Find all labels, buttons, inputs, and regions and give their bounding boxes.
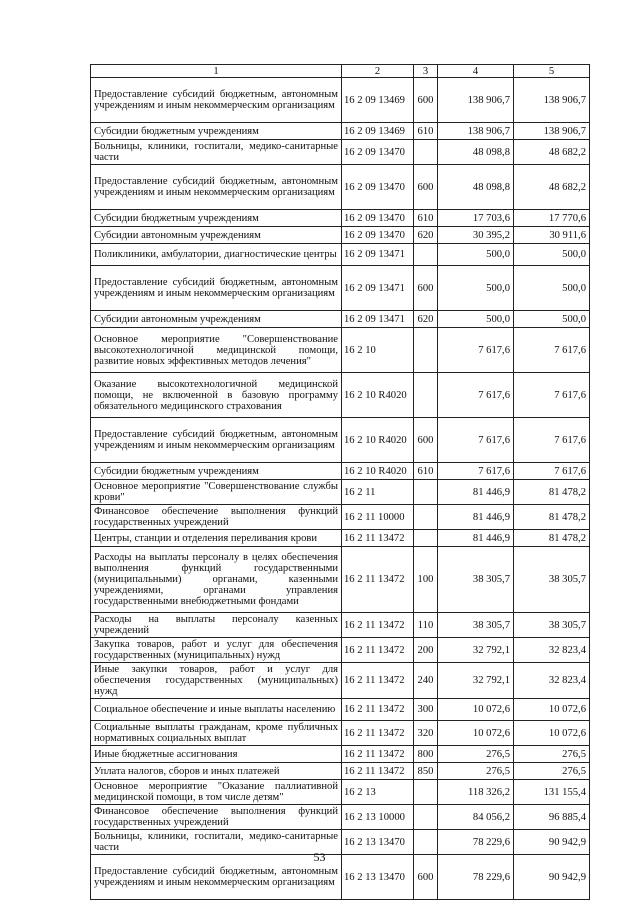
row-value-2-cell: 276,5: [514, 763, 590, 780]
table-row: [91, 638, 590, 663]
row-type-cell: 620: [414, 227, 438, 244]
row-type-cell: 610: [414, 123, 438, 140]
row-value-2-cell: 90 942,9: [514, 830, 590, 855]
row-name-cell: Расходы на выплаты персоналу в целях обеспечения выполнения функций государственными (муниципальными) органами, казенными учреждениями, органами управления государственными внебюджетными фондами: [91, 547, 342, 613]
row-value-2-cell: 138 906,7: [514, 78, 590, 123]
row-name-cell: Финансовое обеспечение выполнения функций государственных учреждений: [91, 505, 342, 530]
row-value-2-cell: 131 155,4: [514, 780, 590, 805]
row-value-1-cell: 32 792,1: [438, 663, 514, 699]
table-row: [91, 227, 590, 244]
row-code-cell: 16 2 09 13470: [342, 227, 414, 244]
row-value-1-cell: 48 098,8: [438, 165, 514, 210]
row-name-cell: Основное мероприятие "Совершенствование службы крови": [91, 480, 342, 505]
row-code-cell: 16 2 11 13472: [342, 699, 414, 721]
row-code-cell: 16 2 09 13469: [342, 123, 414, 140]
row-value-1-cell: 7 617,6: [438, 373, 514, 418]
row-value-2-cell: 30 911,6: [514, 227, 590, 244]
row-value-1-cell: 10 072,6: [438, 699, 514, 721]
table-row: [91, 373, 590, 418]
row-type-cell: [414, 244, 438, 266]
row-value-2-cell: 96 885,4: [514, 805, 590, 830]
row-type-cell: 600: [414, 78, 438, 123]
row-value-2-cell: 500,0: [514, 244, 590, 266]
row-code-cell: 16 2 11 13472: [342, 638, 414, 663]
row-value-1-cell: 81 446,9: [438, 530, 514, 547]
table-row: [91, 140, 590, 165]
row-code-cell: 16 2 11 13472: [342, 663, 414, 699]
row-code-cell: 16 2 11: [342, 480, 414, 505]
row-code-cell: 16 2 13 13470: [342, 855, 414, 900]
row-type-cell: 850: [414, 763, 438, 780]
row-name-cell: Больницы, клиники, госпитали, медико-санитарные части: [91, 830, 342, 855]
row-value-2-cell: 276,5: [514, 746, 590, 763]
row-value-2-cell: 500,0: [514, 266, 590, 311]
row-value-2-cell: 10 072,6: [514, 699, 590, 721]
row-type-cell: 320: [414, 721, 438, 746]
row-name-cell: Закупка товаров, работ и услуг для обеспечения государственных (муниципальных) нужд: [91, 638, 342, 663]
row-value-2-cell: 7 617,6: [514, 418, 590, 463]
row-name-cell: Предоставление субсидий бюджетным, автономным учреждениям и иным некоммерческим организациям: [91, 266, 342, 311]
row-name-cell: Иные бюджетные ассигнования: [91, 746, 342, 763]
row-code-cell: 16 2 11 13472: [342, 746, 414, 763]
column-header-5: 5: [514, 65, 590, 78]
row-name-cell: Предоставление субсидий бюджетным, автономным учреждениям и иным некоммерческим организациям: [91, 165, 342, 210]
row-type-cell: 800: [414, 746, 438, 763]
page-number: 53: [313, 850, 326, 864]
row-code-cell: 16 2 09 13471: [342, 266, 414, 311]
row-value-1-cell: 78 229,6: [438, 855, 514, 900]
row-name-cell: Центры, станции и отделения переливания крови: [91, 530, 342, 547]
table-row: [91, 530, 590, 547]
row-name-cell: Финансовое обеспечение выполнения функций государственных учреждений: [91, 805, 342, 830]
row-name-cell: Субсидии автономным учреждениям: [91, 227, 342, 244]
row-type-cell: 600: [414, 418, 438, 463]
row-name-cell: Оказание высокотехнологичной медицинской помощи, не включенной в базовую программу обязательного медицинского страхования: [91, 373, 342, 418]
row-name-cell: Социальное обеспечение и иные выплаты населению: [91, 699, 342, 721]
row-name-cell: Основное мероприятие "Оказание паллиативной медицинской помощи, в том числе детям": [91, 780, 342, 805]
row-code-cell: 16 2 10: [342, 328, 414, 373]
row-code-cell: 16 2 10 R4020: [342, 373, 414, 418]
column-header-1: 1: [91, 65, 342, 78]
column-header-4: 4: [438, 65, 514, 78]
row-code-cell: 16 2 09 13469: [342, 78, 414, 123]
row-code-cell: 16 2 13 10000: [342, 805, 414, 830]
row-value-1-cell: 78 229,6: [438, 830, 514, 855]
row-value-1-cell: 276,5: [438, 763, 514, 780]
table-row: [91, 244, 590, 266]
column-header-2: 2: [342, 65, 414, 78]
row-code-cell: 16 2 11 13472: [342, 763, 414, 780]
row-value-2-cell: 81 478,2: [514, 480, 590, 505]
row-type-cell: [414, 780, 438, 805]
table-row: [91, 805, 590, 830]
row-name-cell: Иные закупки товаров, работ и услуг для обеспечения государственных (муниципальных) нужд: [91, 663, 342, 699]
row-type-cell: [414, 530, 438, 547]
row-type-cell: 600: [414, 266, 438, 311]
table-row: [91, 418, 590, 463]
row-code-cell: 16 2 11 13472: [342, 547, 414, 613]
table-row: [91, 699, 590, 721]
row-value-2-cell: 38 305,7: [514, 613, 590, 638]
row-value-2-cell: 138 906,7: [514, 123, 590, 140]
row-code-cell: 16 2 11 13472: [342, 530, 414, 547]
row-code-cell: 16 2 10 R4020: [342, 463, 414, 480]
table-row: [91, 763, 590, 780]
row-code-cell: 16 2 09 13470: [342, 165, 414, 210]
table-row: [91, 547, 590, 613]
table-row: [91, 613, 590, 638]
row-value-1-cell: 81 446,9: [438, 480, 514, 505]
row-type-cell: 100: [414, 547, 438, 613]
row-type-cell: [414, 480, 438, 505]
row-value-2-cell: 32 823,4: [514, 638, 590, 663]
row-value-1-cell: 276,5: [438, 746, 514, 763]
row-name-cell: Предоставление субсидий бюджетным, автономным учреждениям и иным некоммерческим организациям: [91, 78, 342, 123]
table-row: [91, 463, 590, 480]
row-name-cell: Субсидии бюджетным учреждениям: [91, 123, 342, 140]
row-code-cell: 16 2 13 13470: [342, 830, 414, 855]
row-value-1-cell: 118 326,2: [438, 780, 514, 805]
row-code-cell: 16 2 13: [342, 780, 414, 805]
row-value-2-cell: 90 942,9: [514, 855, 590, 900]
row-type-cell: 600: [414, 165, 438, 210]
row-value-2-cell: 48 682,2: [514, 140, 590, 165]
row-value-1-cell: 7 617,6: [438, 328, 514, 373]
row-value-2-cell: 32 823,4: [514, 663, 590, 699]
row-code-cell: 16 2 11 10000: [342, 505, 414, 530]
table-row: [91, 266, 590, 311]
row-value-2-cell: 7 617,6: [514, 373, 590, 418]
row-value-1-cell: 38 305,7: [438, 547, 514, 613]
row-code-cell: 16 2 09 13470: [342, 140, 414, 165]
row-type-cell: 110: [414, 613, 438, 638]
row-value-2-cell: 38 305,7: [514, 547, 590, 613]
row-name-cell: Расходы на выплаты персоналу казенных учреждений: [91, 613, 342, 638]
row-value-1-cell: 84 056,2: [438, 805, 514, 830]
row-type-cell: [414, 373, 438, 418]
column-header-3: 3: [414, 65, 438, 78]
row-type-cell: 240: [414, 663, 438, 699]
row-name-cell: Основное мероприятие "Совершенствование высокотехнологичной медицинской помощи, развитие новых эффективных методов лечения": [91, 328, 342, 373]
row-name-cell: Уплата налогов, сборов и иных платежей: [91, 763, 342, 780]
row-value-1-cell: 138 906,7: [438, 123, 514, 140]
row-type-cell: 600: [414, 855, 438, 900]
row-type-cell: [414, 328, 438, 373]
table-row: [91, 480, 590, 505]
row-type-cell: 300: [414, 699, 438, 721]
budget-table: [90, 64, 590, 900]
table-row: [91, 505, 590, 530]
row-value-2-cell: 17 770,6: [514, 210, 590, 227]
row-value-1-cell: 500,0: [438, 266, 514, 311]
row-type-cell: [414, 140, 438, 165]
table-row: [91, 311, 590, 328]
row-type-cell: 610: [414, 463, 438, 480]
row-value-1-cell: 500,0: [438, 311, 514, 328]
row-type-cell: [414, 505, 438, 530]
table-row: [91, 328, 590, 373]
table-row: [91, 210, 590, 227]
column-header-row: [91, 65, 590, 78]
row-name-cell: Поликлиники, амбулатории, диагностические центры: [91, 244, 342, 266]
row-code-cell: 16 2 09 13471: [342, 244, 414, 266]
row-value-1-cell: 10 072,6: [438, 721, 514, 746]
row-value-1-cell: 17 703,6: [438, 210, 514, 227]
table-row: [91, 746, 590, 763]
row-value-1-cell: 32 792,1: [438, 638, 514, 663]
table-row: [91, 721, 590, 746]
row-value-2-cell: 10 072,6: [514, 721, 590, 746]
row-value-2-cell: 7 617,6: [514, 328, 590, 373]
row-type-cell: 610: [414, 210, 438, 227]
row-type-cell: 620: [414, 311, 438, 328]
row-value-1-cell: 138 906,7: [438, 78, 514, 123]
table-row: [91, 663, 590, 699]
row-value-2-cell: 81 478,2: [514, 530, 590, 547]
row-name-cell: Предоставление субсидий бюджетным, автономным учреждениям и иным некоммерческим организациям: [91, 418, 342, 463]
row-value-1-cell: 38 305,7: [438, 613, 514, 638]
row-name-cell: Субсидии бюджетным учреждениям: [91, 210, 342, 227]
row-value-2-cell: 81 478,2: [514, 505, 590, 530]
row-code-cell: 16 2 09 13471: [342, 311, 414, 328]
table-row: [91, 165, 590, 210]
row-name-cell: Предоставление субсидий бюджетным, автономным учреждениям и иным некоммерческим организациям: [91, 855, 342, 900]
row-value-2-cell: 48 682,2: [514, 165, 590, 210]
row-value-1-cell: 48 098,8: [438, 140, 514, 165]
row-value-1-cell: 7 617,6: [438, 463, 514, 480]
row-name-cell: Субсидии бюджетным учреждениям: [91, 463, 342, 480]
row-value-1-cell: 500,0: [438, 244, 514, 266]
row-value-1-cell: 30 395,2: [438, 227, 514, 244]
row-code-cell: 16 2 09 13470: [342, 210, 414, 227]
table-row: [91, 123, 590, 140]
row-name-cell: Социальные выплаты гражданам, кроме публичных нормативных социальных выплат: [91, 721, 342, 746]
row-value-1-cell: 7 617,6: [438, 418, 514, 463]
row-name-cell: Субсидии автономным учреждениям: [91, 311, 342, 328]
row-code-cell: 16 2 11 13472: [342, 613, 414, 638]
row-type-cell: 200: [414, 638, 438, 663]
row-code-cell: 16 2 11 13472: [342, 721, 414, 746]
table-row: [91, 780, 590, 805]
row-value-2-cell: 500,0: [514, 311, 590, 328]
table-body: [91, 65, 590, 900]
row-code-cell: 16 2 10 R4020: [342, 418, 414, 463]
table-row: [91, 78, 590, 123]
row-value-1-cell: 81 446,9: [438, 505, 514, 530]
row-type-cell: [414, 805, 438, 830]
row-value-2-cell: 7 617,6: [514, 463, 590, 480]
row-name-cell: Больницы, клиники, госпитали, медико-санитарные части: [91, 140, 342, 165]
